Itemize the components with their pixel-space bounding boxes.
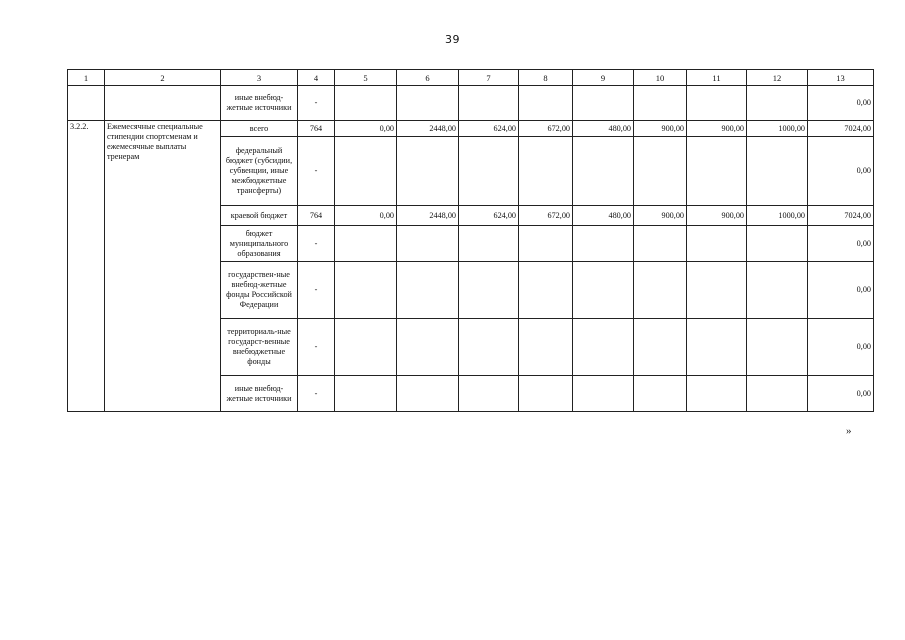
table-cell: 764 [298, 121, 335, 137]
funding-source-cell: федеральный бюджет (субсидии, субвенции, иные межбюджетные трансферты) [221, 137, 298, 206]
column-header: 13 [808, 70, 874, 86]
table-cell: 0,00 [808, 86, 874, 121]
column-header: 11 [687, 70, 747, 86]
column-number-row [68, 70, 874, 86]
column-header: 8 [519, 70, 573, 86]
item-number-cell: 3.2.2. [68, 121, 105, 412]
table-row [68, 86, 874, 121]
column-header: 4 [298, 70, 335, 86]
table-cell: - [298, 319, 335, 376]
funding-source-cell: территориаль-ные государст-венные внебюджетные фонды [221, 319, 298, 376]
table-cell: 900,00 [634, 206, 687, 226]
table-cell: 1000,00 [747, 121, 808, 137]
table-cell: - [298, 137, 335, 206]
column-header: 7 [459, 70, 519, 86]
column-header: 2 [105, 70, 221, 86]
funding-source-cell: иные внебюд-жетные источники [221, 86, 298, 121]
table-cell: 0,00 [335, 206, 397, 226]
table-cell: 0,00 [808, 137, 874, 206]
table-cell: 900,00 [687, 121, 747, 137]
table-row [68, 121, 874, 137]
closing-quote-mark: » [846, 425, 852, 437]
table-cell: 624,00 [459, 121, 519, 137]
table-cell: - [298, 376, 335, 412]
funding-source-cell: бюджет муниципального образования [221, 226, 298, 262]
table-cell: 480,00 [573, 121, 634, 137]
table-cell: 764 [298, 206, 335, 226]
table-cell: 0,00 [808, 319, 874, 376]
table-cell: 672,00 [519, 206, 573, 226]
column-header: 1 [68, 70, 105, 86]
table-cell: 0,00 [808, 262, 874, 319]
column-header: 10 [634, 70, 687, 86]
column-header: 9 [573, 70, 634, 86]
table-cell: 2448,00 [397, 206, 459, 226]
table-cell: 1000,00 [747, 206, 808, 226]
table-cell: 7024,00 [808, 121, 874, 137]
table-cell: 0,00 [335, 121, 397, 137]
funding-source-cell: иные внебюд-жетные источники [221, 376, 298, 412]
table-cell: 900,00 [687, 206, 747, 226]
funding-source-cell: государствен-ные внебюд-жетные фонды Российской Федерации [221, 262, 298, 319]
column-header: 3 [221, 70, 298, 86]
column-header: 6 [397, 70, 459, 86]
item-name-cell: Ежемесячные специальные стипендии спортсменам и ежемесячные выплаты тренерам [105, 121, 221, 412]
table-cell: 672,00 [519, 121, 573, 137]
table-cell: 7024,00 [808, 206, 874, 226]
table-cell: 2448,00 [397, 121, 459, 137]
funding-source-cell: всего [221, 121, 298, 137]
table-cell: 480,00 [573, 206, 634, 226]
table-cell: - [298, 86, 335, 121]
table-cell: 0,00 [808, 226, 874, 262]
table-cell: 624,00 [459, 206, 519, 226]
column-header: 5 [335, 70, 397, 86]
table-cell: 900,00 [634, 121, 687, 137]
table-cell: - [298, 262, 335, 319]
page-number: 39 [445, 33, 460, 46]
table-cell: - [298, 226, 335, 262]
table-cell: 0,00 [808, 376, 874, 412]
funding-source-cell: краевой бюджет [221, 206, 298, 226]
column-header: 12 [747, 70, 808, 86]
financing-table [67, 69, 874, 412]
